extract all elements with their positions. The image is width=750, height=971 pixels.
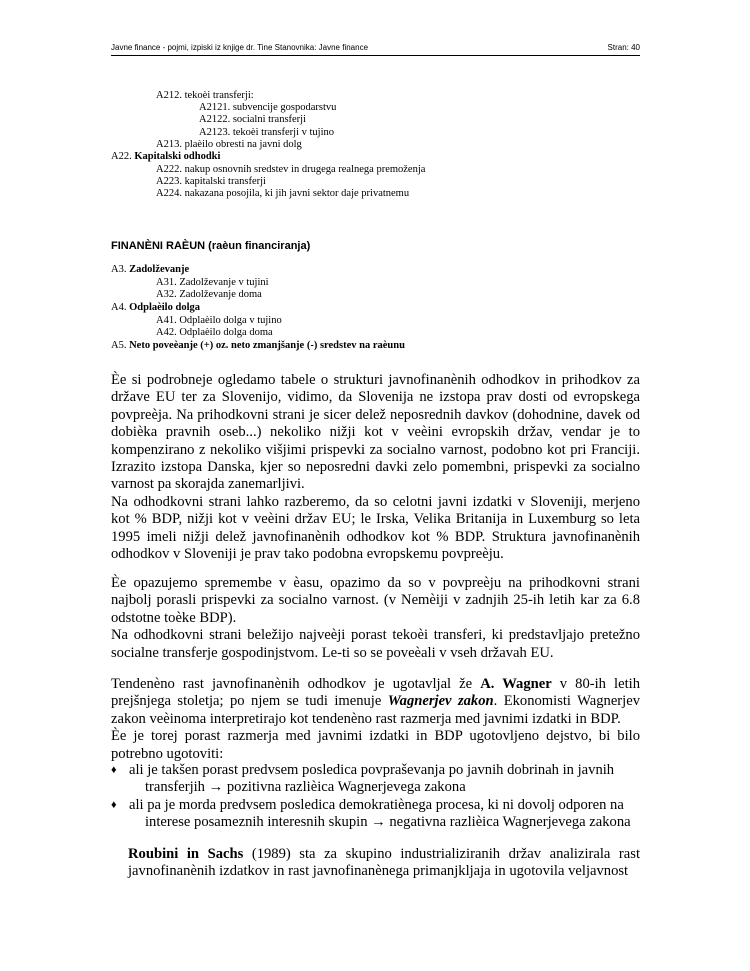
paragraph-group-3 [111, 676, 640, 763]
outline-section [111, 264, 189, 276]
outline-section-label: Zadolževanje [129, 264, 190, 275]
section-heading: FINANÈNI RAÈUN (raèun financiranja) [111, 240, 311, 252]
outline-section-label: Neto poveèanje (+) oz. neto zmanjšanje (-) sredstev na raèunu [129, 340, 405, 351]
paragraph-group-2 [111, 575, 640, 662]
diamond-bullet-icon: ♦ [111, 798, 117, 811]
list-item [111, 762, 640, 797]
author-name: A. Wagner [480, 676, 552, 692]
list-item-line: transferjih → pozitivna razlièica Wagnerjevega zakona [145, 779, 466, 796]
outline-code: A22. [111, 151, 135, 162]
outline-item: A31. Zadolževanje v tujini [156, 277, 269, 288]
text-run: Tendenèno rast javnofinanènih odhodkov je ugotavljal že [111, 676, 481, 692]
header-rule [111, 55, 640, 56]
outline-item: A224. nakazana posojila, ki jih javni sektor daje privatnemu [156, 188, 410, 199]
outline-code: A3. [111, 264, 130, 275]
outline-item: A2123. tekoèi transferji v tujino [199, 127, 335, 138]
outline-item: A212. tekoèi transferji: [156, 90, 254, 101]
paragraph-wagner [111, 676, 640, 728]
outline-item: A222. nakup osnovnih sredstev in drugega realnega premoženja [156, 164, 426, 175]
outline-item: A2121. subvencije gospodarstvu [199, 102, 337, 113]
list-item [111, 797, 640, 832]
paragraph: Na odhodkovni strani lahko razberemo, da so celotni javni izdatki v Sloveniji, merjeno kot % BDP, nižji kot v veèini držav EU; le Irska, Velika Britanija in Luxemburg so leta 1995 imeli nižji delež javnofinanènih odhodkov kot % BDP. Struktura javnofinanènih odhodkov v Sloveniji je prav tako podobna evropskemu povpreèju. [111, 493, 640, 563]
list-item-line: interese posameznih interesnih skupin → negativna razlièica Wagnerjevega zakona [145, 814, 631, 831]
text-run: (1989) sta za skupino industrializiranih držav analizirala rast javnofinanènih izdatkov in rast javnofinanènega primanjkljaja in ugotovila veljavnost [128, 846, 640, 880]
header-page-number: Stran: 40 [607, 43, 640, 52]
outline-item: A2122. socialni transferji [199, 114, 307, 125]
outline-item: A223. kapitalski transferji [156, 176, 266, 187]
list-item-line: ali je takšen porast predvsem posledica povpraševanja po javnih dobrinah in javnih [129, 762, 615, 778]
outline-code: A5. [111, 340, 130, 351]
outline-section [111, 151, 220, 163]
list-item-line: ali pa je morda predvsem posledica demokratiènega procesa, ki ni dovolj odporen na [129, 796, 624, 813]
outline-item: A41. Odplaèilo dolga v tujino [156, 315, 282, 326]
header-title: Javne finance - pojmi, izpiski iz knjige dr. Tine Stanovnika: Javne finance [111, 43, 369, 52]
paragraph: Na odhodkovni strani beležijo najveèji porast tekoèi transferi, ki predstavljajo pretežno socialne transferje gospodinjstvom. Le-ti so se poveèali v vseh državah EU. [111, 627, 640, 661]
diamond-bullet-icon: ♦ [111, 764, 117, 776]
author-name: Roubini in Sachs [128, 846, 244, 862]
outline-section-label: Odplaèilo dolga [129, 302, 200, 313]
outline-item: A32. Zadolževanje doma [156, 289, 262, 300]
paragraph: Èe je torej porast razmerja med javnimi izdatki in BDP ugotovljeno dejstvo, bi bilo potrebno ugotoviti: [111, 728, 640, 762]
outline-item: A213. plaèilo obresti na javni dolg [156, 139, 302, 150]
text-run: . Ekonomisti Wagnerjev zakon veèinoma interpretirajo kot tendenèno rast razmerja med javnimi izdatki in BDP. [111, 693, 640, 727]
paragraph: Èe si podrobneje ogledamo tabele o strukturi javnofinanènih odhodkov in prihodkov za države EU ter za Slovenijo, vidimo, da Slovenija ne izstopa prav dosti od evropskega povpreèja. Na prihodkovni strani je sicer delež neposrednih davkov (dohodnine, davek od dobièka pravnih oseb...) nekoliko nižji kot v veèini evropskih držav, vendar je to kompenzirano z nekoliko višjimi prispevki za socialno varnost, podobno kot pri Franciji. Izrazito izstopa Danska, kjer so neposredni davki zelo pomembni, prispevki za socialno varnost pa skorajda zanemarljivi. [111, 372, 640, 493]
outline-section [111, 302, 200, 314]
outline-section-label: Kapitalski odhodki [134, 151, 221, 162]
paragraph-roubini [128, 846, 640, 881]
paragraph-group-1 [111, 372, 640, 563]
bullet-list [111, 762, 640, 832]
outline-item: A42. Odplaèilo dolga doma [156, 327, 273, 338]
text-run: v 80-ih letih prejšnjega stoletja; po njem se tudi imenuje [111, 676, 640, 710]
law-name: Wagnerjev zakon [387, 693, 494, 710]
paragraph: Èe opazujemo spremembe v èasu, opazimo da so v povpreèju na prihodkovni strani najbolj porasli prispevki za socialno varnost. (v Nemèiji v zadnjih 25-ih letih kar za 6.8 odstotne toèke BDP). [111, 575, 640, 626]
outline-code: A4. [111, 302, 130, 313]
outline-section [111, 340, 405, 352]
paragraph-group-4 [128, 846, 640, 881]
